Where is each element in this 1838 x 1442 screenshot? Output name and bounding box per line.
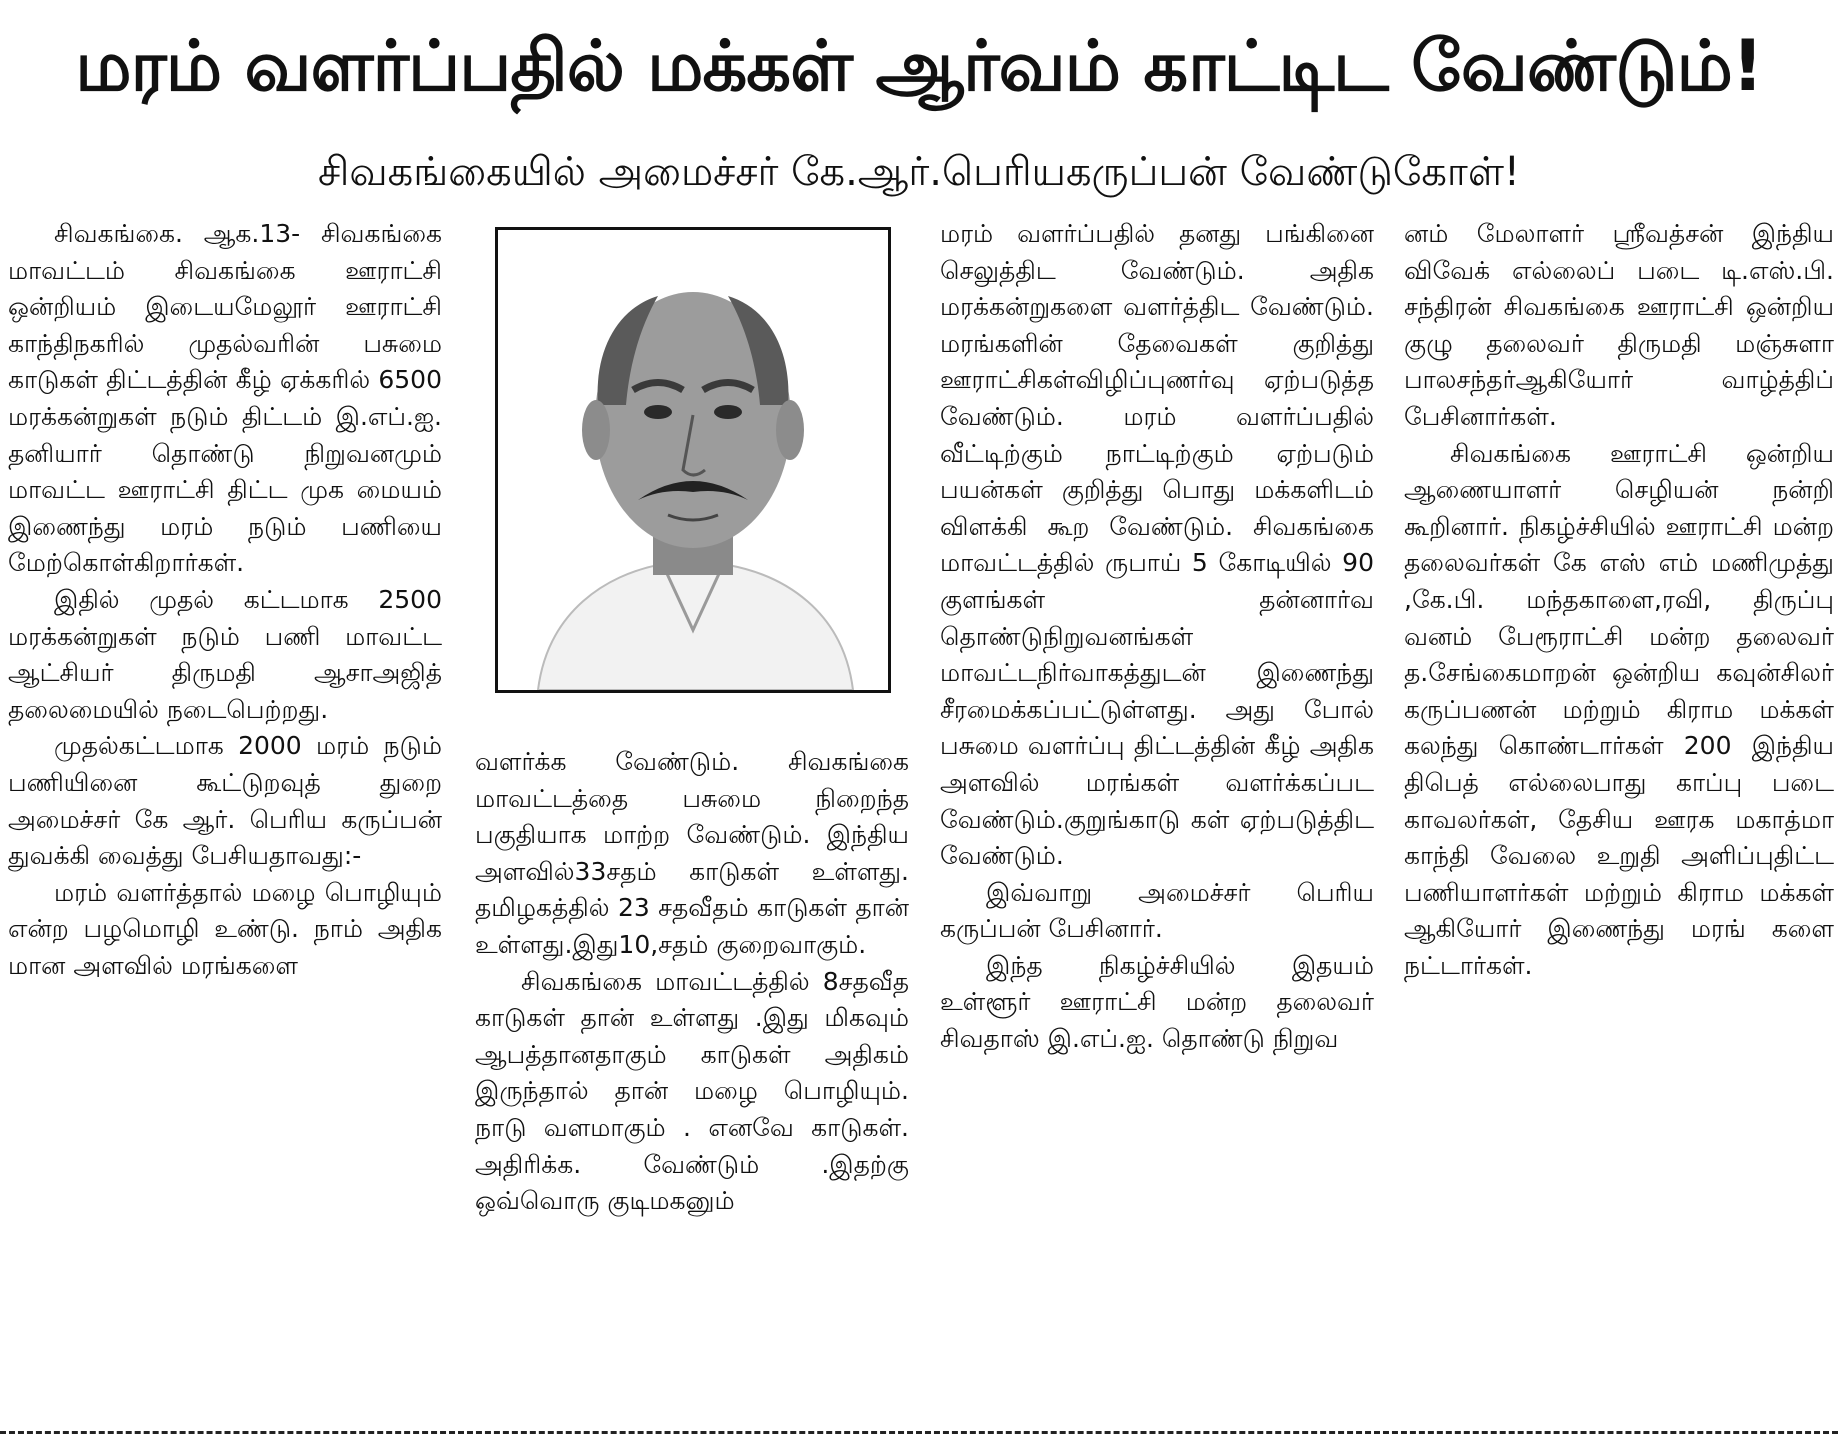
paragraph: முதல்கட்டமாக 2000 மரம் நடும் பணியினை கூட்டுறவுத் துறை அமைச்சர் கே ஆர். பெரிய கருப்பன் துவக்கி வைத்து பேசியதாவது:- [8, 731, 442, 871]
article-column-4 [1404, 216, 1834, 1426]
paragraph: வளர்க்க வேண்டும். சிவகங்கை மாவட்டத்தை பசுமை நிறைந்த பகுதியாக மாற்ற வேண்டும். இந்திய அளவில்33சதம் காடுகள் உள்ளது. தமிழகத்தில் 23 சதவீதம் காடுகள் தான் உள்ளது.இது10,சதம் குறைவாகும். [475, 747, 909, 959]
portrait-image [498, 230, 888, 690]
paragraph: மரம் வளர்த்தால் மழை பொழியும் என்ற பழமொழி உண்டு. நாம் அதிக மான அளவில் மரங்களை [8, 877, 442, 980]
article-column-2 [475, 744, 909, 1424]
paragraph: இந்த நிகழ்ச்சியில் இதயம் உள்ளூர் ஊராட்சி மன்ற தலைவர் சிவதாஸ் இ.எப்.ஐ. தொண்டு நிறுவ [940, 950, 1374, 1054]
dashed-divider [0, 1431, 1838, 1434]
paragraph: சிவகங்கை. ஆக.13- சிவகங்கை மாவட்டம் சிவகங்கை ஊராட்சி ஒன்றியம் இடையமேலூர் ஊராட்சி காந்திநகரில் முதல்வரின் பசுமை காடுகள் திட்டத்தின் கீழ் ஏக்கரில் 6500 மரக்கன்றுகள் நடும் திட்டம் இ.எப்.ஐ. தனியார் தொண்டு நிறுவனமும் மாவட்ட ஊராட்சி திட்ட முக மையம் இணைந்து மரம் நடும் பணியை மேற்கொள்கிறார்கள். [8, 219, 442, 578]
paragraph: னம் மேலாளர் ஸ்ரீவத்சன் இந்திய விவேக் எல்லைப் படை டி.எஸ்.பி. சந்திரன் சிவகங்கை ஊராட்சி ஒன்றிய குழு தலைவர் திருமதி மஞ்சுளா பாலசந்தர்ஆகியோர் வாழ்த்திப் பேசினார்கள். [1404, 219, 1834, 431]
paragraph: இவ்வாறு அமைச்சர் பெரிய கருப்பன் பேசினார். [940, 877, 1374, 944]
paragraph: இதில் முதல் கட்டமாக 2500 மரக்கன்றுகள் நடும் பணி மாவட்ட ஆட்சியர் திருமதி ஆசாஅஜித் தலைமையில் நடைபெற்றது. [8, 584, 442, 724]
subheadline: சிவகங்கையில் அமைச்சர் கே.ஆர்.பெரியகருப்பன் வேண்டுகோள்! [318, 148, 1520, 195]
headline: மரம் வளர்ப்பதில் மக்கள் ஆர்வம் காட்டிட வேண்டும்! [75, 24, 1763, 107]
paragraph: மரம் வளர்ப்பதில் தனது பங்கினை செலுத்திட வேண்டும். அதிக மரக்கன்றுகளை வளர்த்திட வேண்டும். மரங்களின் தேவைகள் குறித்து ஊராட்சிகள்விழிப்புணர்வு ஏற்படுத்த வேண்டும். மரம் வளர்ப்பதில் வீட்டிற்கும் நாட்டிற்கும் ஏற்படும் பயன்கள் குறித்து பொது மக்களிடம் விளக்கி கூற வேண்டும். சிவகங்கை மாவட்டத்தில் ருபாய் 5 கோடியில் 90 குளங்கள் தன்னார்வ தொண்டுநிறுவனங்கள் மாவட்டநிர்வாகத்துடன் இணைந்து சீரமைக்கப்பட்டுள்ளது. அது போல் பசுமை வளர்ப்பு திட்டத்தின் கீழ் அதிக அளவில் மரங்கள் வளர்க்கப்பட வேண்டும்.குறுங்காடு கள் ஏற்படுத்திட வேண்டும். [940, 219, 1374, 871]
paragraph: சிவகங்கை மாவட்டத்தில் 8சதவீத காடுகள் தான் உள்ளது .இது மிகவும் ஆபத்தானதாகும் காடுகள் அதிகம் இருந்தால் தான் மழை பொழியும். நாடு வளமாகும் . எனவே காடுகள். அதிரிக்க. வேண்டும் .இதற்கு ஒவ்வொரு குடிமகனும் [475, 966, 909, 1216]
portrait-photo [495, 227, 891, 693]
article-column-3 [940, 216, 1374, 1426]
paragraph: சிவகங்கை ஊராட்சி ஒன்றிய ஆணையாளர் செழியன் நன்றி கூறினார். நிகழ்ச்சியில் ஊராட்சி மன்ற தலைவர்கள் கே எஸ் எம் மணிமுத்து ,கே.பி. மந்தகாளை,ரவி, திருப்பு வனம் பேரூராட்சி மன்ற தலைவர் த.சேங்கைமாறன் ஒன்றிய கவுன்சிலர் கருப்பணன் மற்றும் கிராம மக்கள் கலந்து கொண்டார்கள் 200 இந்திய திபெத் எல்லைபாது காப்பு படை காவலர்கள், தேசிய ஊரக மகாத்மா காந்தி வேலை உறுதி அளிப்புதிட்ட பணியாளர்கள் மற்றும் கிராம மக்கள் ஆகியோர் இணைந்து மரங் களை நட்டார்கள். [1404, 438, 1834, 980]
article-column-1 [8, 216, 442, 1426]
